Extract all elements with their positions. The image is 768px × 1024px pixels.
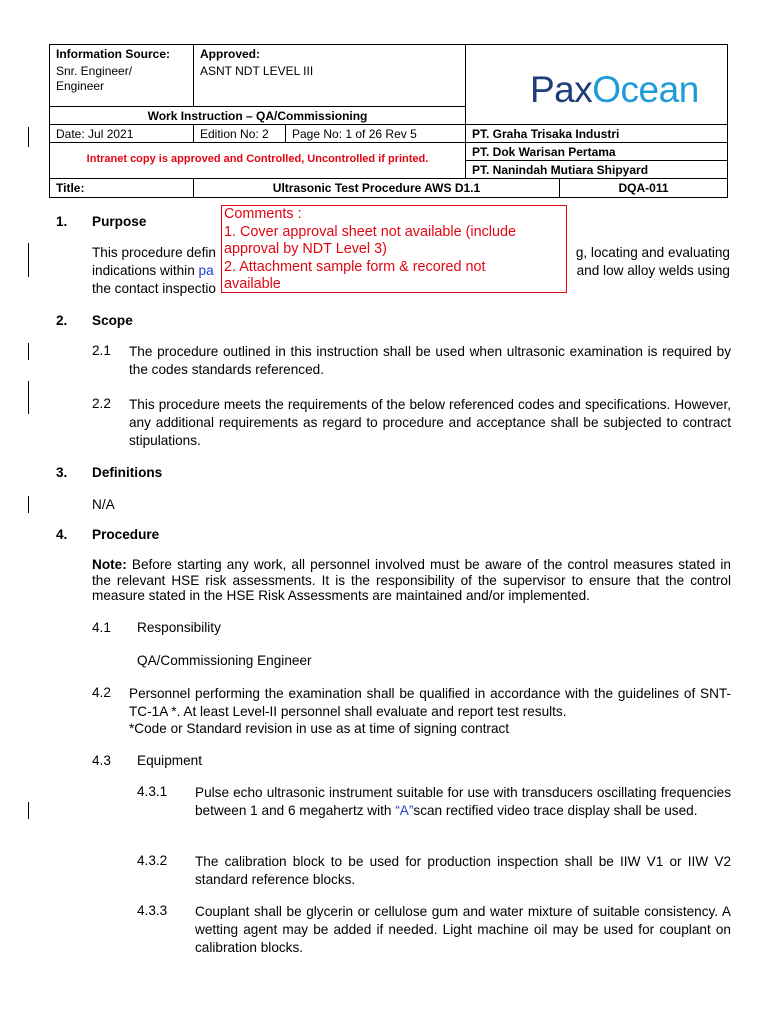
note-text: Before starting any work, all personnel involved must be aware of the control measures stated in the relevant HSE risk assessments. It is the responsibility of the supervisor to ensure that the control measure stated in the HSE Risk Assessments are maintained and/or implemented.	[92, 557, 731, 603]
doc-code-cell	[559, 178, 728, 198]
approved-label: Approved:	[200, 47, 260, 61]
company-2-text: PT. Dok Warisan Pertama	[472, 145, 616, 159]
purpose-line-2-link: pa	[198, 263, 214, 278]
note-paragraph	[92, 557, 731, 604]
clause-4-3-title: Equipment	[137, 753, 202, 768]
clause-4-1-title: Responsibility	[137, 620, 221, 635]
comment-line-4: available	[224, 276, 281, 292]
section-4-title: Procedure	[92, 527, 160, 542]
clause-4-3-1-text-b: scan rectified video trace display shall be used.	[413, 803, 698, 818]
section-1-number: 1.	[56, 214, 68, 229]
edition-cell	[193, 124, 286, 143]
work-instruction-text: Work Instruction – QA/Commissioning	[147, 109, 368, 123]
clause-2-1-number: 2.1	[92, 343, 111, 358]
note-label: Note:	[92, 557, 127, 572]
change-bar	[28, 127, 29, 147]
work-instruction-cell	[49, 106, 466, 125]
logo-cell	[465, 44, 728, 125]
comment-line-3: 2. Attachment sample form & recored not	[224, 258, 486, 275]
title-label-cell	[49, 178, 194, 198]
clause-2-1-text: The procedure outlined in this instruction shall be used when ultrasonic examination is required by the codes standards referenced.	[129, 344, 731, 377]
purpose-line-3: the contact inspectio	[92, 281, 216, 296]
edition-text: Edition No: 2	[200, 127, 269, 141]
company-2-cell	[465, 142, 728, 161]
page-no-text: Page No: 1 of 26 Rev 5	[292, 127, 417, 141]
company-3-text: PT. Nanindah Mutiara Shipyard	[472, 163, 649, 177]
purpose-line-2a: indications within	[92, 263, 195, 278]
intranet-cell	[49, 142, 466, 179]
comment-line-1: 1. Cover approval sheet not available (include	[224, 223, 516, 240]
purpose-line-1a: This procedure defin	[92, 245, 216, 260]
change-bar	[28, 381, 29, 414]
clause-4-1-text: QA/Commissioning Engineer	[137, 653, 312, 668]
intranet-note: Intranet copy is approved and Controlled, Uncontrolled if printed.	[86, 153, 429, 165]
document-code: DQA-011	[618, 181, 669, 195]
approved-value: ASNT NDT LEVEL III	[200, 64, 314, 78]
info-source-value-1: Snr. Engineer/	[56, 64, 133, 78]
clause-4-1-number: 4.1	[92, 620, 111, 635]
company-1-cell	[465, 124, 728, 143]
review-comment-box	[221, 205, 567, 293]
change-bar	[28, 243, 29, 277]
clause-2-2-text: This procedure meets the requirements of the below referenced codes and specifications. However, any additional requirements as regard to procedure and acceptance shall be subjected to contract stipulations.	[129, 397, 731, 448]
clause-4-2-number: 4.2	[92, 685, 111, 700]
approved-cell	[193, 44, 466, 107]
clause-4-3-2-text: The calibration block to be used for production inspection shall be IIW V1 or IIW V2 standard reference blocks.	[195, 854, 731, 887]
document-header-table	[49, 44, 728, 198]
clause-4-2-text: Personnel performing the examination shall be qualified in accordance with the guidelines of SNT-TC-1A *. At least Level-II personnel shall evaluate and report test results.	[129, 686, 731, 719]
company-3-cell	[465, 160, 728, 179]
logo-text-pax: Pax	[530, 69, 593, 110]
purpose-line-1b: g, locating and evaluating	[575, 245, 730, 260]
clause-4-3-3-number: 4.3.3	[137, 903, 168, 918]
section-2-title: Scope	[92, 313, 133, 328]
comment-heading: Comments :	[224, 206, 302, 222]
section-3-number: 3.	[56, 465, 68, 480]
title-label: Title:	[56, 181, 85, 195]
clause-4-3-1-number: 4.3.1	[137, 784, 168, 799]
page-no-cell	[285, 124, 466, 143]
title-value-cell	[193, 178, 560, 198]
clause-4-2-note: *Code or Standard revision in use as at time of signing contract	[129, 721, 510, 736]
definitions-text: N/A	[92, 497, 115, 512]
clause-4-3-1-quote: “A”	[395, 803, 414, 818]
section-1-title: Purpose	[92, 214, 147, 229]
change-bar	[28, 343, 29, 360]
comment-line-2: approval by NDT Level 3)	[224, 241, 387, 257]
info-source-cell	[49, 44, 194, 107]
clause-4-3-2-number: 4.3.2	[137, 853, 168, 868]
section-2-number: 2.	[56, 313, 68, 328]
clause-4-3-1-text-a: Pulse echo ultrasonic instrument suitable for use with transducers oscillating frequencies between 1 and 6 megahertz with	[195, 785, 731, 818]
clause-4-3-3-text: Couplant shall be glycerin or cellulose gum and water mixture of suitable consistency. A wetting agent may be added if needed. Light machine oil may be used for couplant on calibration blocks.	[195, 904, 731, 955]
purpose-line-2b: and low alloy welds using	[576, 263, 730, 278]
clause-4-3-number: 4.3	[92, 753, 111, 768]
info-source-label: Information Source:	[56, 47, 171, 61]
company-1-text: PT. Graha Trisaka Industri	[472, 127, 620, 141]
change-bar	[28, 802, 29, 819]
document-title: Ultrasonic Test Procedure AWS D1.1	[272, 181, 481, 195]
date-cell	[49, 124, 194, 143]
change-bar	[28, 496, 29, 513]
section-4-number: 4.	[56, 527, 68, 542]
section-3-title: Definitions	[92, 465, 163, 480]
clause-4-3-1-text	[195, 784, 731, 820]
clause-2-2-number: 2.2	[92, 396, 111, 411]
date-text: Date: Jul 2021	[56, 127, 134, 141]
paxocean-logo	[530, 69, 699, 111]
info-source-value-2: Engineer	[56, 79, 105, 93]
logo-text-ocean: Ocean	[592, 69, 699, 110]
